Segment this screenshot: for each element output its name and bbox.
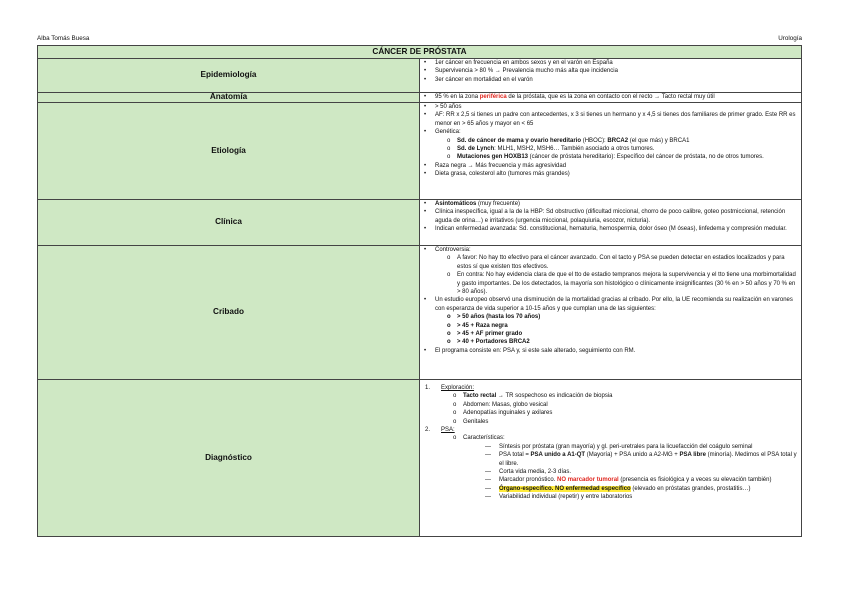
list-item bbox=[433, 296, 798, 346]
bold-text: PSA libre bbox=[679, 452, 706, 459]
list-item bbox=[499, 476, 798, 484]
bold-text: BRCA2 bbox=[607, 137, 629, 144]
highlight-text: periférica bbox=[479, 94, 507, 100]
list-item: — Variabilidad individual (repetir) y entre laboratorios bbox=[499, 493, 798, 501]
subject-name: Urología bbox=[778, 35, 802, 42]
text: de la próstata, que es la zona en contacto con el recto → Tacto rectal muy útil bbox=[506, 94, 715, 100]
list-item: • Supervivencia > 80 % → Prevalencia mucho más alta que incidencia bbox=[433, 67, 798, 75]
list-item: — Síntesis por próstata (gran mayoría) y gl. peri-uretrales para la licuefacción del coágulo seminal bbox=[499, 443, 798, 451]
list-item: • Dieta grasa, colesterol alto (tumores más grandes) bbox=[433, 170, 798, 178]
section-label-epidemiologia: Epidemiología bbox=[38, 59, 420, 93]
list-item: o Genitales bbox=[463, 418, 798, 426]
text: (minoría). Medimos el PSA total y el libre. bbox=[499, 452, 797, 467]
row-anatomia bbox=[38, 93, 802, 103]
bold-text: Mutaciones gen HOXB13 bbox=[457, 154, 529, 161]
list-item: • AF: RR x 2,5 si tienes un padre con antecedentes, x 3 si tienes un hermano y x 4,5 si tienes dos familiares de primer grado. Este RR es menor en > 65 años y mayor en < 65 bbox=[433, 111, 798, 128]
list-item: • 3er cáncer en mortalidad en el varón bbox=[433, 76, 798, 84]
text: Un estudio europeo observó una disminución de la mortalidad gracias al cribado. Por ello, la UE recomienda su realización en varones con esperanza de vida superior a 10-15 años y que cumplan una de las siguientes: bbox=[435, 297, 793, 312]
author-name: Alba Tomás Buesa bbox=[37, 35, 90, 42]
highlight-text: Órgano-específico. NO enfermedad específico bbox=[499, 485, 631, 492]
section-content-clinica bbox=[420, 200, 802, 246]
text: Genética: bbox=[435, 129, 461, 136]
text: → TR sospechoso es indicación de biopsia bbox=[496, 393, 613, 400]
list-item bbox=[457, 137, 798, 145]
list-item bbox=[433, 246, 798, 296]
text: Controversia: bbox=[435, 247, 471, 253]
section-label-etiologia: Etiología bbox=[38, 103, 420, 200]
row-etiologia bbox=[38, 103, 802, 200]
row-epidemiologia bbox=[38, 59, 802, 93]
list-item: — Corta vida media, 2-3 días. bbox=[499, 468, 798, 476]
text: Marcador pronóstico. bbox=[499, 477, 558, 484]
section-label-cribado: Cribado bbox=[38, 246, 420, 380]
list-number: 2. bbox=[425, 427, 431, 434]
list-item: • Raza negra → Más frecuencia y más agresividad bbox=[433, 162, 798, 170]
list-item bbox=[433, 200, 798, 208]
highlight-text: NO marcador tumoral bbox=[557, 477, 619, 484]
list-item: o Adenopatías inguinales y axilares bbox=[463, 409, 798, 417]
list-item: • 1er cáncer en frecuencia en ambos sexos y en el varón en España bbox=[433, 59, 798, 67]
text: (muy frecuente) bbox=[476, 201, 521, 207]
subheading: Exploración: bbox=[441, 385, 475, 391]
list-item bbox=[457, 153, 798, 161]
section-content-cribado bbox=[420, 246, 802, 380]
summary-table bbox=[37, 45, 802, 537]
list-item: o > 40 + Portadores BRCA2 bbox=[457, 338, 798, 346]
bold-text: Asintomáticos bbox=[435, 201, 477, 207]
text: : MLH1, MSH2, MSH6… También asociado a otros tumores. bbox=[494, 146, 655, 153]
row-cribado bbox=[38, 246, 802, 380]
section-content-etiologia bbox=[420, 103, 802, 200]
list-item bbox=[433, 128, 798, 162]
section-label-diagnostico: Diagnóstico bbox=[38, 380, 420, 537]
subheading: PSA: bbox=[441, 427, 455, 434]
text: PSA total = bbox=[499, 452, 531, 459]
text: 95 % en la zona bbox=[435, 94, 480, 100]
list-item bbox=[433, 93, 798, 101]
list-item: o > 45 + AF primer grado bbox=[457, 330, 798, 338]
list-item: o > 50 años (hasta los 70 años) bbox=[457, 313, 798, 321]
text: (presencia es fisiológica y a veces su elevación también) bbox=[618, 477, 772, 484]
list-item: • El programa consiste en: PSA y, si este sale alterado, seguimiento con RM. bbox=[433, 347, 798, 355]
text: Características: bbox=[463, 435, 505, 442]
bold-text: Sd. de Lynch bbox=[457, 146, 495, 153]
list-item: o En contra: No hay evidencia clara de que el tto de estadio tempranos mejora la supervivencia y el tto tiene una morbimortalidad y gasto importantes. De los detectados, la mayoría son histológico o clínicamente insignificantes (30 % en > 50 años y 70 % en > 80 años). bbox=[457, 271, 798, 296]
text: (HBOC): bbox=[581, 137, 608, 144]
list-item bbox=[463, 434, 798, 501]
list-item bbox=[425, 426, 798, 502]
section-content-epidemiologia bbox=[420, 59, 802, 93]
list-item bbox=[425, 384, 798, 426]
section-content-diagnostico bbox=[420, 380, 802, 537]
row-diagnostico bbox=[38, 380, 802, 537]
list-number: 1. bbox=[425, 385, 431, 391]
bold-text: Sd. de cáncer de mama y ovario hereditario bbox=[457, 137, 582, 144]
section-label-clinica: Clínica bbox=[38, 200, 420, 246]
list-item bbox=[463, 392, 798, 400]
page-title: CÁNCER DE PRÓSTATA bbox=[38, 46, 802, 59]
list-item: • Clínica inespecífica, igual a la de la HBP: Sd obstructivo (dificultad miccional, chorro de poco calibre, goteo postmiccional, retención aguda de orina…) e irritativos (urgencia miccional, polaquiuria, escozor, nicturia). bbox=[433, 208, 798, 225]
section-label-anatomia: Anatomía bbox=[38, 93, 420, 103]
list-item: • Indican enfermedad avanzada: Sd. constitucional, hematuria, hemospermia, dolor óseo (M óseas), linfedema y compresión medular. bbox=[433, 225, 798, 233]
section-content-anatomia bbox=[420, 93, 802, 103]
text: (elevado en próstatas grandes, prostatitis…) bbox=[630, 485, 751, 492]
list-item: o > 45 + Raza negra bbox=[457, 322, 798, 330]
row-clinica bbox=[38, 200, 802, 246]
list-item bbox=[499, 451, 798, 468]
text: (Mayoría) + PSA unido a A2-MG + bbox=[585, 452, 680, 459]
list-item: o A favor: No hay tto efectivo para el cáncer avanzado. Con el tacto y PSA se pueden detectar en estadios localizados y para estos sí que existen ttos efectivos. bbox=[457, 254, 798, 271]
list-item: o Abdomen: Masas, globo vesical bbox=[463, 401, 798, 409]
text: (el que más) y BRCA1 bbox=[628, 137, 690, 144]
list-item: • > 50 años bbox=[433, 103, 798, 111]
list-item bbox=[457, 145, 798, 153]
text: (cáncer de próstata hereditario): Específico del cáncer de próstata, no de otros tumores. bbox=[528, 154, 764, 161]
list-item bbox=[499, 485, 798, 493]
bold-text: Tacto rectal bbox=[463, 393, 497, 400]
bold-text: PSA unido a A1-QT bbox=[530, 452, 586, 459]
